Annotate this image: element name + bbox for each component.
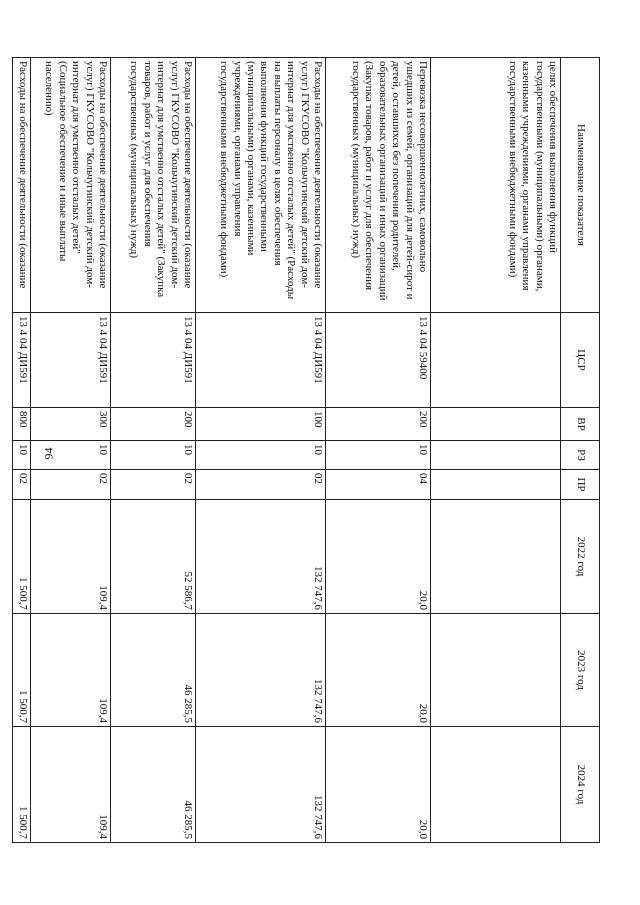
budget-table [12, 57, 600, 843]
row-2022: 52 586,7 [111, 500, 196, 614]
row-2024: 109,4 [31, 727, 111, 843]
row-2024: 20,0 [326, 727, 431, 843]
header-pr: ПР [561, 470, 600, 500]
table-row [111, 58, 196, 843]
row-2023: 1 500,7 [13, 614, 31, 727]
row-2022: 20,0 [326, 500, 431, 614]
row-2023 [431, 614, 561, 727]
row-2022 [431, 500, 561, 614]
header-csr: ЦСР [561, 313, 600, 408]
row-pr: 02 [196, 470, 326, 500]
row-rz: 10 [13, 441, 31, 470]
row-2024 [431, 727, 561, 843]
table-row [196, 58, 326, 843]
row-vr: 100 [196, 408, 326, 441]
row-vr: 200 [326, 408, 431, 441]
row-2024: 132 747,6 [196, 727, 326, 843]
row-rz: 10 [111, 441, 196, 470]
row-pr: 02 [31, 470, 111, 500]
table-row [431, 58, 561, 843]
header-2024: 2024 год [561, 727, 600, 843]
row-csr [431, 313, 561, 408]
table-header-row [561, 58, 600, 843]
row-csr: 13 4 04 ДИ591 [111, 313, 196, 408]
row-name: Расходы на обеспечение деятельности (оказание услуг) ГКУСОВО "Кольчугинский детский дом-интернат для умственно отсталых детей" (Расходы на выплаты персоналу в целях обеспечения выполнения функций государственными (муниципальными) органами, казенными учреждениями, органами управления государственными внебюджетными фондами) [196, 58, 326, 313]
row-name: Расходы на обеспечение деятельности (оказание [13, 58, 31, 313]
row-name: Перевозка несовершеннолетних, самовольно ушедших из семей, организаций для детей-сирот и детей, оставшихся без попечения родителей, образовательных организаций и иных организаций (Закупка товаров, работ и услуг для обеспечения государственных (муниципальных) нужд) [326, 58, 431, 313]
row-name: целях обеспечения выполнения функций государственными (муниципальными) органами, казенными учреждениями, органами управления государственными внебюджетными фондами) [431, 58, 561, 313]
row-name: Расходы на обеспечение деятельности (оказание услуг) ГКУСОВО "Кольчугинский детский дом-интернат для умственно отсталых детей" (Закупка товаров, работ и услуг для обеспечения государственных (муниципальных) нужд) [111, 58, 196, 313]
row-rz [431, 441, 561, 470]
header-rz: РЗ [561, 441, 600, 470]
row-2022: 1 500,7 [13, 500, 31, 614]
row-csr: 13 4 04 ДИ591 [13, 313, 31, 408]
row-2023: 109,4 [31, 614, 111, 727]
row-rz: 10 [196, 441, 326, 470]
table-row [13, 58, 31, 843]
row-rz: 10 [31, 441, 111, 470]
row-pr [431, 470, 561, 500]
row-2024: 1 500,7 [13, 727, 31, 843]
row-name: Расходы на обеспечение деятельности (оказание услуг) ГКУСОВО "Кольчугинский детский дом-интернат для умственно отсталых детей" (Социальное обеспечение и иные выплаты населению) [31, 58, 111, 313]
table-row [31, 58, 111, 843]
page-number: 94 [41, 447, 56, 460]
row-pr: 02 [13, 470, 31, 500]
row-2022: 132 747,6 [196, 500, 326, 614]
header-2023: 2023 год [561, 614, 600, 727]
row-csr: 13 4 04 ДИ591 [196, 313, 326, 408]
row-pr: 02 [111, 470, 196, 500]
row-csr: 13 4 04 59400 [326, 313, 431, 408]
row-vr [431, 408, 561, 441]
row-2022: 109,4 [31, 500, 111, 614]
row-csr: 13 4 04 ДИ591 [31, 313, 111, 408]
row-2023: 20,0 [326, 614, 431, 727]
table-row [326, 58, 431, 843]
header-2022: 2022 год [561, 500, 600, 614]
row-vr: 300 [31, 408, 111, 441]
row-pr: 04 [326, 470, 431, 500]
header-name: Наименование показателя [561, 58, 600, 313]
row-2023: 132 747,6 [196, 614, 326, 727]
row-rz: 10 [326, 441, 431, 470]
row-2024: 46 285,5 [111, 727, 196, 843]
row-vr: 200 [111, 408, 196, 441]
row-vr: 800 [13, 408, 31, 441]
row-2023: 46 285,5 [111, 614, 196, 727]
header-vr: ВР [561, 408, 600, 441]
